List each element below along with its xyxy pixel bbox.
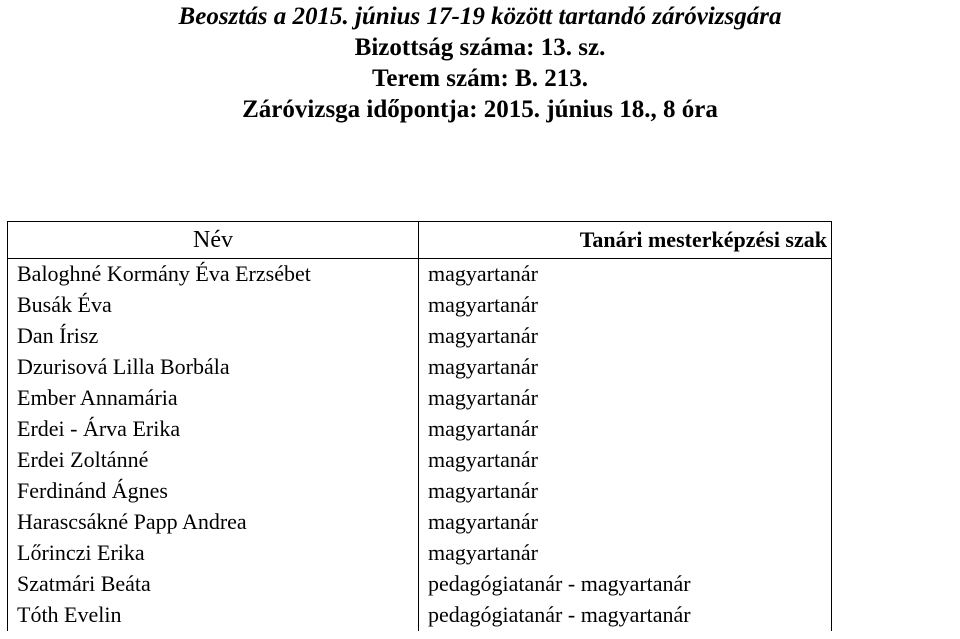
student-name: Ember Annamária bbox=[8, 383, 419, 414]
student-major: magyartanár bbox=[419, 538, 832, 569]
table-header-row bbox=[8, 222, 832, 259]
student-name: Erdei Zoltánné bbox=[8, 445, 419, 476]
table-row bbox=[8, 352, 832, 383]
table-row bbox=[8, 507, 832, 538]
student-table bbox=[7, 221, 832, 631]
table-row bbox=[8, 321, 832, 352]
schedule-title: Beosztás a 2015. június 17-19 között tartandó záróvizsgára bbox=[178, 3, 782, 30]
student-major: magyartanár bbox=[419, 321, 832, 352]
student-name: Lőrinczi Erika bbox=[8, 538, 419, 569]
student-major: magyartanár bbox=[419, 383, 832, 414]
student-name: Erdei - Árva Erika bbox=[8, 414, 419, 445]
committee-number: Bizottság száma: 13. sz. bbox=[354, 34, 606, 61]
room-number: Terem szám: B. 213. bbox=[372, 65, 588, 92]
table-row bbox=[8, 259, 832, 291]
student-major: magyartanár bbox=[419, 259, 832, 291]
student-name: Tóth Evelin bbox=[8, 600, 419, 631]
table-row bbox=[8, 414, 832, 445]
student-major: magyartanár bbox=[419, 290, 832, 321]
exam-date: Záróvizsga időpontja: 2015. június 18., 8 óra bbox=[242, 96, 718, 123]
student-major: magyartanár bbox=[419, 352, 832, 383]
student-major: magyartanár bbox=[419, 476, 832, 507]
table-row bbox=[8, 569, 832, 600]
student-name: Baloghné Kormány Éva Erzsébet bbox=[8, 259, 419, 291]
student-major: magyartanár bbox=[419, 414, 832, 445]
table-row bbox=[8, 290, 832, 321]
student-name: Dan Írisz bbox=[8, 321, 419, 352]
student-name: Busák Éva bbox=[8, 290, 419, 321]
table-row bbox=[8, 476, 832, 507]
table-row bbox=[8, 383, 832, 414]
table-body bbox=[8, 259, 832, 632]
student-name: Szatmári Beáta bbox=[8, 569, 419, 600]
column-header-major: Tanári mesterképzési szak bbox=[419, 222, 832, 259]
table-row bbox=[8, 538, 832, 569]
student-name: Harascsákné Papp Andrea bbox=[8, 507, 419, 538]
student-name: Ferdinánd Ágnes bbox=[8, 476, 419, 507]
table-row bbox=[8, 445, 832, 476]
column-header-name: Név bbox=[8, 222, 419, 259]
student-major: magyartanár bbox=[419, 507, 832, 538]
student-major: pedagógiatanár - magyartanár bbox=[419, 569, 832, 600]
student-major: magyartanár bbox=[419, 445, 832, 476]
table-row bbox=[8, 600, 832, 631]
student-name: Dzurisová Lilla Borbála bbox=[8, 352, 419, 383]
student-major: pedagógiatanár - magyartanár bbox=[419, 600, 832, 631]
